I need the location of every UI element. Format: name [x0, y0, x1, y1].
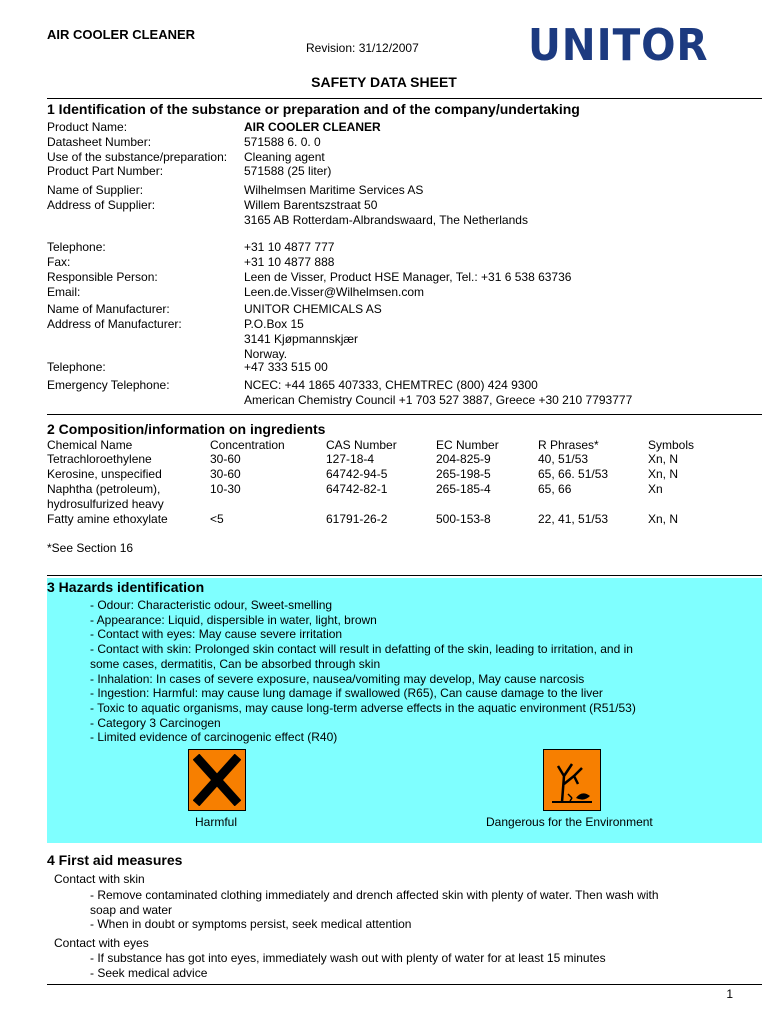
- table-cell: 65, 66. 51/53: [538, 467, 609, 481]
- field-value: P.O.Box 15: [244, 317, 304, 331]
- field-value: Norway.: [244, 347, 288, 361]
- field-value: Willem Barentszstraat 50: [244, 198, 378, 212]
- table-cell: 61791-26-2: [326, 512, 388, 526]
- table-cell: 30-60: [210, 467, 241, 481]
- column-header: Chemical Name: [47, 438, 133, 452]
- table-cell: 40, 51/53: [538, 452, 589, 466]
- field-value: Leen de Visser, Product HSE Manager, Tel.: +31 6 538 63736: [244, 270, 572, 284]
- revision-date: Revision: 31/12/2007: [306, 41, 419, 55]
- section4-title: 4 First aid measures: [47, 852, 183, 868]
- header-product-title: AIR COOLER CLEANER: [47, 27, 196, 42]
- hazard-item: - Limited evidence of carcinogenic effect (R40): [90, 730, 338, 745]
- divider: [47, 414, 762, 415]
- table-cell: Xn, N: [648, 452, 679, 466]
- environment-symbol-icon: [543, 749, 601, 811]
- field-value: 3165 AB Rotterdam-Albrandswaard, The Netherlands: [244, 213, 528, 227]
- section3-title: 3 Hazards identification: [47, 579, 205, 595]
- field-value: UNITOR CHEMICALS AS: [244, 302, 382, 316]
- column-header: R Phrases*: [538, 438, 599, 452]
- field-label: Address of Manufacturer:: [47, 317, 182, 331]
- field-label: Product Name:: [47, 120, 128, 134]
- table-cell: Xn, N: [648, 467, 679, 481]
- contact-skin-heading: Contact with skin: [54, 872, 145, 886]
- table-cell: Xn: [648, 482, 663, 496]
- table-cell: Xn, N: [648, 512, 679, 526]
- hazard-item: - Contact with eyes: May cause severe irritation: [90, 627, 343, 642]
- page-number: 1: [726, 987, 733, 1001]
- field-label: Name of Supplier:: [47, 183, 144, 197]
- hazard-item: - Appearance: Liquid, dispersible in water, light, brown: [90, 612, 377, 627]
- field-label: Telephone:: [47, 360, 106, 374]
- field-label: Email:: [47, 285, 81, 299]
- table-cell: 204-825-9: [436, 452, 491, 466]
- table-cell: Fatty amine ethoxylate: [47, 512, 168, 526]
- table-cell: 64742-82-1: [326, 482, 388, 496]
- table-cell: 64742-94-5: [326, 467, 388, 481]
- field-value: AIR COOLER CLEANER: [244, 120, 381, 134]
- field-label: Responsible Person:: [47, 270, 158, 284]
- first-aid-item: - Remove contaminated clothing immediately and drench affected skin with plenty of water. Then wash with: [90, 888, 659, 902]
- field-value: American Chemistry Council +1 703 527 3887, Greece +30 210 7793777: [244, 393, 633, 407]
- field-value: +31 10 4877 888: [244, 255, 335, 269]
- table-cell: Naphtha (petroleum),: [47, 482, 161, 496]
- hazard-item: - Ingestion: Harmful: may cause lung damage if swallowed (R65), Can cause damage to the liver: [90, 686, 603, 701]
- field-value: 3141 Kjøpmannskjær: [244, 332, 359, 346]
- see-section-footnote: *See Section 16: [47, 541, 134, 555]
- harmful-label: Harmful: [195, 815, 238, 829]
- field-label: Datasheet Number:: [47, 135, 152, 149]
- field-value: NCEC: +44 1865 407333, CHEMTREC (800) 424 9300: [244, 378, 538, 392]
- hazards-panel: [47, 578, 762, 843]
- field-value: Leen.de.Visser@Wilhelmsen.com: [244, 285, 425, 299]
- unitor-logo: UNITOR: [528, 20, 709, 71]
- first-aid-item: soap and water: [90, 903, 173, 917]
- harmful-symbol-icon: [188, 749, 246, 811]
- contact-eyes-heading: Contact with eyes: [54, 936, 149, 950]
- divider: [47, 984, 762, 985]
- hazard-item: - Contact with skin: Prolonged skin contact will result in defatting of the skin, leading to irritation, and in: [90, 642, 633, 657]
- table-cell: Tetrachloroethylene: [47, 452, 152, 466]
- table-cell: 127-18-4: [326, 452, 375, 466]
- divider: [47, 98, 762, 99]
- table-cell: <5: [210, 512, 224, 526]
- field-label: Fax:: [47, 255, 71, 269]
- column-header: Concentration: [210, 438, 285, 452]
- field-label: Use of the substance/preparation:: [47, 150, 228, 164]
- hazard-item: - Category 3 Carcinogen: [90, 715, 221, 730]
- column-header: CAS Number: [326, 438, 397, 452]
- field-value: 571588 6. 0. 0: [244, 135, 321, 149]
- field-label: Name of Manufacturer:: [47, 302, 170, 316]
- table-cell: 10-30: [210, 482, 241, 496]
- table-cell: 22, 41, 51/53: [538, 512, 609, 526]
- section1-title: 1 Identification of the substance or preparation and of the company/undertaking: [47, 101, 580, 117]
- table-cell: 265-198-5: [436, 467, 491, 481]
- column-header: EC Number: [436, 438, 499, 452]
- field-value: +31 10 4877 777: [244, 240, 335, 254]
- first-aid-item: - When in doubt or symptoms persist, seek medical attention: [90, 917, 412, 931]
- field-label: Telephone:: [47, 240, 106, 254]
- field-label: Product Part Number:: [47, 164, 164, 178]
- hazard-item: some cases, dermatitis, Can be absorbed through skin: [90, 656, 381, 671]
- column-header: Symbols: [648, 438, 695, 452]
- field-value: +47 333 515 00: [244, 360, 328, 374]
- table-cell: 500-153-8: [436, 512, 491, 526]
- divider: [47, 575, 762, 576]
- first-aid-item: - Seek medical advice: [90, 966, 208, 980]
- field-label: Emergency Telephone:: [47, 378, 170, 392]
- field-value: 571588 (25 liter): [244, 164, 332, 178]
- hazard-item: - Odour: Characteristic odour, Sweet-smelling: [90, 598, 333, 612]
- environment-label: Dangerous for the Environment: [486, 815, 653, 829]
- document-title: SAFETY DATA SHEET: [311, 74, 457, 90]
- table-cell: 30-60: [210, 452, 241, 466]
- table-cell: 265-185-4: [436, 482, 491, 496]
- hazard-item: - Inhalation: In cases of severe exposure, nausea/vomiting may develop, May cause narcosis: [90, 671, 585, 686]
- table-cell: hydrosulfurized heavy: [47, 497, 164, 511]
- hazards-list: [47, 598, 762, 745]
- section2-title: 2 Composition/information on ingredients: [47, 421, 326, 437]
- first-aid-item: - If substance has got into eyes, immediately wash out with plenty of water for at least 15 minutes: [90, 951, 606, 965]
- field-label: Address of Supplier:: [47, 198, 156, 212]
- hazard-item: - Toxic to aquatic organisms, may cause long-term adverse effects in the aquatic environment (R51/53): [90, 700, 636, 715]
- field-value: Cleaning agent: [244, 150, 325, 164]
- field-value: Wilhelmsen Maritime Services AS: [244, 183, 424, 197]
- table-cell: 65, 66: [538, 482, 572, 496]
- table-cell: Kerosine, unspecified: [47, 467, 162, 481]
